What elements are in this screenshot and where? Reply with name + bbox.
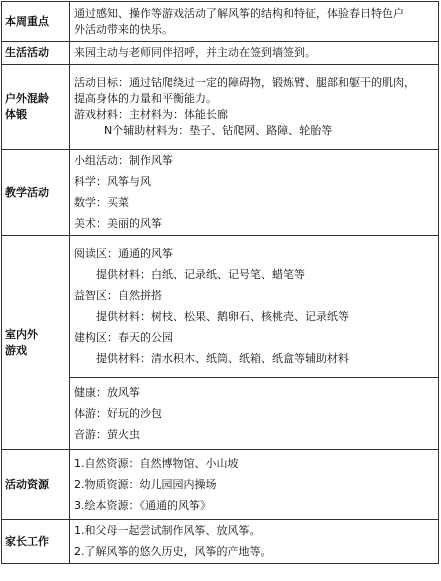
header-line: 体锻: [5, 108, 27, 121]
area-line: 阅读区：通通的风筝: [74, 247, 173, 260]
text-line: 外活动带来的快乐。: [74, 22, 173, 36]
row-daily-life: [2, 42, 439, 65]
header-activity-resources: 活动资源: [2, 450, 70, 520]
text-line: 游戏材料：主材料为：体能长廊: [74, 108, 228, 121]
material-line: 提供材料：清水积木、纸筒、纸箱、纸盒等辅助材料: [96, 352, 349, 365]
header-weekly-focus: 本周重点: [2, 2, 70, 42]
content-outdoor-games: [70, 378, 439, 450]
row-games-indoor: [2, 236, 439, 378]
text-line: 美术：美丽的风筝: [74, 217, 162, 230]
text-line: 活动目标：通过钻爬绕过一定的障碍物，锻炼臂、腿部和躯干的肌肉，: [74, 76, 415, 89]
header-parent-work: 家长工作: [2, 520, 70, 564]
content-teaching-activity: [70, 150, 439, 236]
material-line: 提供材料：白纸、记录纸、记号笔、蜡笔等: [96, 268, 305, 281]
content-daily-life: [70, 42, 439, 65]
row-outdoor-exercise: [2, 65, 439, 150]
row-parent-work: [2, 520, 439, 564]
text-line: 2.了解风筝的悠久历史，风筝的产地等。: [74, 545, 272, 558]
content-parent-work: [70, 520, 439, 564]
text-line: 提高身体的力量和平衡能力。: [74, 92, 217, 105]
text-line: 小组活动：制作风筝: [74, 154, 173, 167]
content-activity-resources: [70, 450, 439, 520]
header-line: 游戏: [5, 343, 27, 357]
row-activity-resources: [2, 450, 439, 520]
text-line: 体游：好玩的沙包: [74, 406, 162, 420]
header-games: [2, 236, 70, 450]
text-line: 健康：放风筝: [74, 385, 140, 399]
header-daily-life: 生活活动: [2, 42, 70, 65]
text-line: 1.自然资源：自然博物馆、小山坡: [74, 456, 239, 470]
header-line: 户外混龄: [5, 92, 49, 105]
header-outdoor-exercise: [2, 65, 70, 150]
text-line: 3.绘本资源：《通通的风筝》: [74, 498, 211, 512]
text-line: 来园主动与老师同伴招呼，并主动在签到墙签到。: [74, 46, 316, 59]
text-line: 2.物质资源：幼儿园园内操场: [74, 477, 217, 491]
row-teaching-activity: [2, 150, 439, 236]
area-line: 建构区：春天的公园: [74, 331, 173, 344]
content-outdoor-exercise: [70, 65, 439, 150]
header-teaching-activity: 教学活动: [2, 150, 70, 236]
text-line: N个辅助材料为：垫子、钻爬网、路障、轮胎等: [104, 124, 333, 137]
weekly-plan-table: [1, 1, 439, 564]
text-line: 科学：风筝与风: [74, 175, 151, 188]
content-indoor-games: [70, 236, 439, 378]
material-line: 提供材料：树枝、松果、鹅卵石、核桃壳、记录纸等: [96, 310, 349, 323]
text-line: 数学：买菜: [74, 196, 129, 209]
row-weekly-focus: [2, 2, 439, 42]
text-line: 1.和父母一起尝试制作风筝、放风筝。: [74, 524, 261, 537]
text-line: 通过感知、操作等游戏活动了解风筝的结构和特征，体验春日特色户: [74, 6, 404, 20]
area-line: 益智区：自然拼搭: [74, 289, 162, 302]
content-weekly-focus: [70, 2, 439, 42]
text-line: 音游：萤火虫: [74, 427, 140, 441]
header-line: 室内外: [5, 327, 38, 341]
